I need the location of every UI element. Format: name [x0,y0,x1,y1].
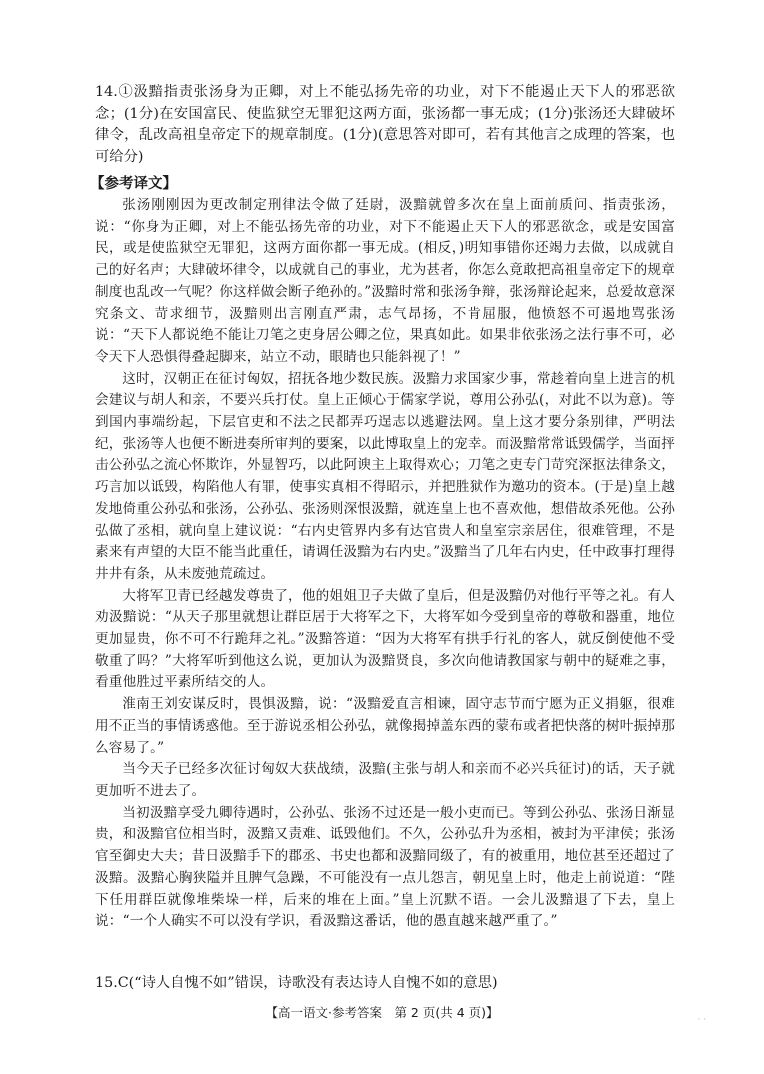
corner-mark: · · [697,1015,706,1025]
question-14-answer: 14.①汲黯指责张汤身为正卿，对上不能弘扬先帝的功业，对下不能遏止天下人的邪恶欲念；(1分)在安国富民、使监狱空无罪犯这两方面，张汤都一事无成；(1分)张汤还大肆破坏律令，乱改高祖皇帝定下的规章制度。(1分)(意思答对即可，若有其他言之成理的答案，也可给分) [95,84,675,165]
question-15-answer: 15.C(“诗人自愧不如”错误，诗歌没有表达诗人自愧不如的意思) [95,975,498,991]
translation-paragraph: 当今天子已经多次征讨匈奴大获战绩，汲黯(主张与胡人和亲而不必兴兵征讨)的话，天子就更加听不进去了。 [95,761,675,799]
reference-translation-heading: 【参考译文】 [90,176,177,192]
translation-paragraph: 淮南王刘安谋反时，畏惧汲黯，说：“汲黯爱直言相谏，固守志节而宁愿为正义捐躯，很难用不正当的事情诱惑他。至于游说丞相公孙弘，就像揭掉盖东西的蒙布或者把快落的树叶振掉那么容易了。” [95,696,675,756]
translation-paragraph: 大将军卫青已经越发尊贵了，他的姐姐卫子夫做了皇后，但是汲黯仍对他行平等之礼。有人劝汲黯说：“从天子那里就想让群臣居于大将军之下，大将军如今受到皇帝的尊敬和器重，地位更加显贵，你不可不行跪拜之礼。”汲黯答道：“因为大将军有拱手行礼的客人，就反倒使他不受敬重了吗？”大将军听到他这么说，更加认为汲黯贤良，多次向他请教国家与朝中的疑难之事，看重他胜过平素所结交的人。 [95,587,675,691]
reference-translation-body [95,195,675,933]
translation-paragraph: 张汤刚刚因为更改制定刑律法令做了廷尉，汲黯就曾多次在皇上面前质问、指责张汤，说：“你身为正卿，对上不能弘扬先帝的功业，对下不能遏止天下人的邪恶欲念，或是安国富民，或是使监狱空无罪犯，这两方面你都一事无成。(相反，)明知事错你还竭力去做，以成就自己的好名声；大肆破坏律令，以成就自己的事业，尤为甚者，你怎么竟敢把高祖皇帝定下的规章制度也乱改一气呢？你这样做会断子绝孙的。”汲黯时常和张汤争辩，张汤辩论起来，总爱故意深究条文、苛求细节，汲黯则出言刚直严肃，志气昂扬，不肯屈服，他愤怒不可遏地骂张汤说：“天下人都说绝不能让刀笔之吏身居公卿之位，果真如此。如果非依张汤之法行事不可，必令天下人恐惧得叠起脚来，站立不动，眼睛也只能斜视了！” [95,197,675,365]
translation-paragraph: 当初汲黯享受九卿待遇时，公孙弘、张汤不过还是一般小吏而已。等到公孙弘、张汤日渐显贵，和汲黯官位相当时，汲黯又责难、诋毁他们。不久，公孙弘升为丞相，被封为平津侯；张汤官至御史大夫；昔日汲黯手下的郡丞、书史也都和汲黯同级了，有的被重用，地位甚至还超过了汲黯。汲黯心胸狭隘并且脾气急躁，不可能没有一点儿怨言，朝见皇上时，他走上前说道：“陛下任用群臣就像堆柴垛一样，后来的堆在上面。”皇上沉默不语。一会儿汲黯退了下去，皇上说：“一个人确实不可以没有学识，看汲黯这番话，他的愚直越来越严重了。” [95,804,675,930]
translation-paragraph: 这时，汉朝正在征讨匈奴，招抚各地少数民族。汲黯力求国家少事，常趁着向皇上进言的机会建议与胡人和亲，不要兴兵打仗。皇上正倾心于儒家学说，尊用公孙弘(，对此不以为意)。等到国内事端纷起，下层官吏和不法之民都弄巧逞志以逃避法网。皇上这才要分条别律，严明法纪，张汤等人也便不断进奏所审判的要案，以此博取皇上的宠幸。而汲黯常常诋毁儒学，当面抨击公孙弘之流心怀欺诈，外显智巧，以此阿谀主上取得欢心；刀笔之吏专门苛究深抠法律条文，巧言加以诋毁，构陷他人有罪，使事实真相不得昭示，并把胜狱作为邀功的资本。(于是)皇上越发地倚重公孙弘和张汤，公孙弘、张汤则深恨汲黯，就连皇上也不喜欢他，想借故杀死他。公孙弘做了丞相，就向皇上建议说：“右内史管界内多有达官贵人和皇室宗亲居住，很难管理，不是素来有声望的大臣不能当此重任，请调任汲黯为右内史。”汲黯当了几年右内史，任中政事打理得井井有条，从未废弛荒疏过。 [95,370,675,582]
page-footer: 【高一语文·参考答案 第 2 页(共 4 页)】 [265,1005,499,1020]
